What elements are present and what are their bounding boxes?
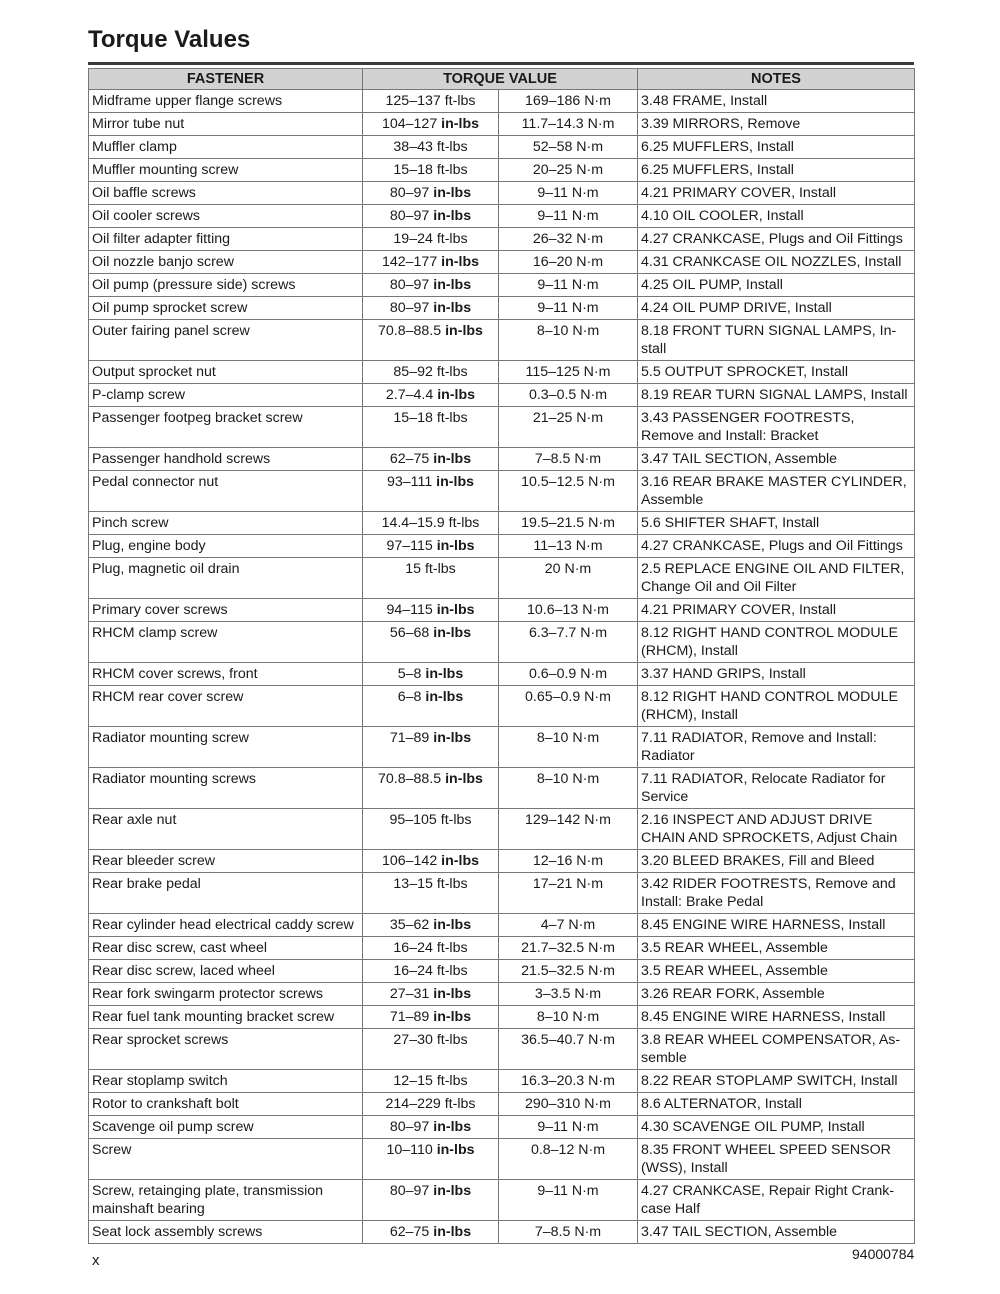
torque-metric-cell: 16–20 N·m: [499, 251, 638, 274]
table-row: [89, 228, 915, 251]
torque-imperial-cell: [363, 1029, 499, 1070]
torque-imperial-unit: in-lbs: [433, 300, 472, 316]
torque-metric-cell: 0.65–0.9 N·m: [499, 686, 638, 727]
torque-metric-cell: 19.5–21.5 N·m: [499, 512, 638, 535]
torque-imperial-value: 94–115: [386, 602, 433, 618]
torque-imperial-unit: ft-lbs: [448, 515, 480, 531]
table-row: [89, 274, 915, 297]
torque-imperial-unit: in-lbs: [436, 602, 475, 618]
torque-imperial-cell: [363, 113, 499, 136]
torque-imperial-unit: in-lbs: [433, 1224, 472, 1240]
torque-metric-cell: 3–3.5 N·m: [499, 983, 638, 1006]
fastener-cell: Rear stoplamp switch: [89, 1070, 363, 1093]
torque-imperial-value: 106–142: [381, 853, 438, 869]
fastener-cell: Plug, engine body: [89, 535, 363, 558]
torque-imperial-unit: in-lbs: [437, 387, 476, 403]
torque-metric-cell: 0.3–0.5 N·m: [499, 384, 638, 407]
table-row: [89, 535, 915, 558]
notes-cell: 3.5 REAR WHEEL, Assemble: [638, 937, 915, 960]
table-row: [89, 297, 915, 320]
torque-metric-cell: 20–25 N·m: [499, 159, 638, 182]
table-row: [89, 983, 915, 1006]
fastener-cell: Pinch screw: [89, 512, 363, 535]
torque-metric-cell: 9–11 N·m: [499, 182, 638, 205]
torque-metric-cell: 21–25 N·m: [499, 407, 638, 448]
torque-imperial-cell: [363, 535, 499, 558]
torque-imperial-unit: ft-lbs: [444, 93, 476, 109]
torque-imperial-cell: [363, 873, 499, 914]
fastener-cell: Rear sprocket screws: [89, 1029, 363, 1070]
torque-imperial-unit: in-lbs: [433, 185, 472, 201]
torque-imperial-unit: ft-lbs: [436, 1073, 468, 1089]
table-body: [89, 90, 915, 1244]
torque-imperial-cell: [363, 622, 499, 663]
torque-imperial-unit: in-lbs: [441, 116, 480, 132]
notes-cell: 4.31 CRANKCASE OIL NOZZLES, Install: [638, 251, 915, 274]
torque-imperial-cell: [363, 361, 499, 384]
title-rule: [88, 62, 914, 65]
fastener-cell: Rear disc screw, laced wheel: [89, 960, 363, 983]
torque-imperial-value: 80–97: [389, 185, 430, 201]
torque-imperial-cell: [363, 809, 499, 850]
torque-imperial-value: 16–24: [393, 963, 433, 979]
torque-imperial-value: 80–97: [389, 1119, 430, 1135]
torque-imperial-unit: ft-lbs: [436, 940, 468, 956]
fastener-cell: Screw, retainging plate, transmission mainshaft bearing: [89, 1180, 363, 1221]
torque-imperial-value: 80–97: [389, 277, 430, 293]
torque-metric-cell: 169–186 N·m: [499, 90, 638, 113]
torque-metric-cell: 10.6–13 N·m: [499, 599, 638, 622]
torque-imperial-value: 97–115: [386, 538, 433, 554]
torque-metric-cell: 11–13 N·m: [499, 535, 638, 558]
notes-cell: 4.10 OIL COOLER, Install: [638, 205, 915, 228]
table-row: [89, 599, 915, 622]
table-row: [89, 686, 915, 727]
torque-metric-cell: 7–8.5 N·m: [499, 448, 638, 471]
torque-imperial-cell: [363, 663, 499, 686]
torque-metric-cell: 12–16 N·m: [499, 850, 638, 873]
torque-metric-cell: 16.3–20.3 N·m: [499, 1070, 638, 1093]
torque-metric-cell: 21.7–32.5 N·m: [499, 937, 638, 960]
torque-imperial-cell: [363, 228, 499, 251]
torque-imperial-cell: [363, 274, 499, 297]
table-row: [89, 1139, 915, 1180]
notes-cell: 8.18 FRONT TURN SIGNAL LAMPS, In-stall: [638, 320, 915, 361]
torque-imperial-unit: in-lbs: [433, 917, 472, 933]
table-row: [89, 512, 915, 535]
torque-imperial-value: 85–92: [393, 364, 433, 380]
fastener-cell: Oil pump sprocket screw: [89, 297, 363, 320]
table-row: [89, 558, 915, 599]
fastener-cell: Passenger handhold screws: [89, 448, 363, 471]
torque-imperial-value: 80–97: [389, 1183, 430, 1199]
fastener-cell: Radiator mounting screw: [89, 727, 363, 768]
table-row: [89, 1093, 915, 1116]
notes-cell: 3.42 RIDER FOOTRESTS, Remove and Install: Brake Pedal: [638, 873, 915, 914]
torque-imperial-unit: ft-lbs: [436, 410, 468, 426]
torque-imperial-value: 62–75: [389, 1224, 430, 1240]
torque-imperial-cell: [363, 182, 499, 205]
torque-imperial-value: 15–18: [393, 410, 433, 426]
fastener-cell: Oil nozzle banjo screw: [89, 251, 363, 274]
notes-cell: 8.6 ALTERNATOR, Install: [638, 1093, 915, 1116]
notes-cell: 6.25 MUFFLERS, Install: [638, 159, 915, 182]
torque-imperial-value: 80–97: [389, 208, 430, 224]
torque-imperial-unit: ft-lbs: [440, 812, 472, 828]
fastener-cell: Pedal connector nut: [89, 471, 363, 512]
torque-metric-cell: 0.6–0.9 N·m: [499, 663, 638, 686]
torque-imperial-value: 71–89: [389, 1009, 430, 1025]
table-row: [89, 205, 915, 228]
notes-cell: 3.8 REAR WHEEL COMPENSATOR, As-semble: [638, 1029, 915, 1070]
fastener-cell: Output sprocket nut: [89, 361, 363, 384]
torque-imperial-cell: [363, 599, 499, 622]
fastener-cell: Passenger footpeg bracket screw: [89, 407, 363, 448]
notes-cell: 3.43 PASSENGER FOOTRESTS, Remove and Install: Bracket: [638, 407, 915, 448]
table-row: [89, 1221, 915, 1244]
table-row: [89, 768, 915, 809]
notes-cell: 4.21 PRIMARY COVER, Install: [638, 182, 915, 205]
notes-cell: 8.45 ENGINE WIRE HARNESS, Install: [638, 914, 915, 937]
notes-cell: 4.27 CRANKCASE, Repair Right Crank-case Half: [638, 1180, 915, 1221]
table-row: [89, 361, 915, 384]
table-row: [89, 1180, 915, 1221]
torque-imperial-unit: ft-lbs: [436, 876, 468, 892]
torque-imperial-cell: [363, 1070, 499, 1093]
torque-imperial-cell: [363, 136, 499, 159]
torque-imperial-unit: ft-lbs: [436, 364, 468, 380]
notes-cell: 3.47 TAIL SECTION, Assemble: [638, 448, 915, 471]
table-row: [89, 960, 915, 983]
notes-cell: 8.19 REAR TURN SIGNAL LAMPS, Install: [638, 384, 915, 407]
fastener-cell: Oil cooler screws: [89, 205, 363, 228]
torque-imperial-value: 125–137: [385, 93, 441, 109]
table-row: [89, 914, 915, 937]
torque-metric-cell: 9–11 N·m: [499, 1180, 638, 1221]
torque-imperial-unit: ft-lbs: [436, 963, 468, 979]
table-header-row: [89, 69, 915, 90]
torque-imperial-unit: in-lbs: [436, 474, 475, 490]
table-row: [89, 1070, 915, 1093]
fastener-cell: Rear brake pedal: [89, 873, 363, 914]
table-row: [89, 113, 915, 136]
torque-imperial-value: 15–18: [393, 162, 433, 178]
torque-metric-cell: 17–21 N·m: [499, 873, 638, 914]
torque-imperial-unit: in-lbs: [441, 254, 480, 270]
fastener-cell: Outer fairing panel screw: [89, 320, 363, 361]
torque-imperial-cell: [363, 1221, 499, 1244]
fastener-cell: Rear fork swingarm protector screws: [89, 983, 363, 1006]
torque-imperial-cell: [363, 1180, 499, 1221]
torque-imperial-unit: in-lbs: [433, 277, 472, 293]
torque-imperial-unit: ft-lbs: [436, 1032, 468, 1048]
torque-imperial-cell: [363, 407, 499, 448]
fastener-cell: Primary cover screws: [89, 599, 363, 622]
torque-imperial-value: 14.4–15.9: [381, 515, 445, 531]
header-fastener: FASTENER: [89, 69, 363, 90]
table-row: [89, 727, 915, 768]
torque-imperial-cell: [363, 512, 499, 535]
notes-cell: 8.12 RIGHT HAND CONTROL MODULE (RHCM), Install: [638, 686, 915, 727]
notes-cell: 4.30 SCAVENGE OIL PUMP, Install: [638, 1116, 915, 1139]
torque-imperial-value: 19–24: [393, 231, 433, 247]
page-number: x: [92, 1252, 100, 1269]
table-row: [89, 384, 915, 407]
torque-imperial-value: 142–177: [381, 254, 438, 270]
fastener-cell: Screw: [89, 1139, 363, 1180]
torque-imperial-cell: [363, 384, 499, 407]
table-row: [89, 622, 915, 663]
torque-imperial-cell: [363, 1139, 499, 1180]
torque-imperial-unit: in-lbs: [433, 1119, 472, 1135]
torque-imperial-unit: in-lbs: [433, 208, 472, 224]
notes-cell: 5.5 OUTPUT SPROCKET, Install: [638, 361, 915, 384]
header-torque-value: TORQUE VALUE: [363, 69, 638, 90]
table-row: [89, 182, 915, 205]
torque-metric-cell: 290–310 N·m: [499, 1093, 638, 1116]
torque-metric-cell: 8–10 N·m: [499, 727, 638, 768]
torque-imperial-cell: [363, 727, 499, 768]
fastener-cell: Plug, magnetic oil drain: [89, 558, 363, 599]
torque-imperial-value: 12–15: [393, 1073, 433, 1089]
torque-imperial-unit: in-lbs: [433, 986, 472, 1002]
notes-cell: 2.16 INSPECT AND ADJUST DRIVE CHAIN AND SPROCKETS, Adjust Chain: [638, 809, 915, 850]
torque-imperial-cell: [363, 983, 499, 1006]
notes-cell: 8.45 ENGINE WIRE HARNESS, Install: [638, 1006, 915, 1029]
table-row: [89, 251, 915, 274]
fastener-cell: P-clamp screw: [89, 384, 363, 407]
torque-imperial-cell: [363, 1006, 499, 1029]
notes-cell: 3.26 REAR FORK, Assemble: [638, 983, 915, 1006]
torque-imperial-cell: [363, 960, 499, 983]
torque-imperial-unit: in-lbs: [445, 771, 483, 787]
torque-imperial-value: 6–8: [397, 689, 422, 705]
notes-cell: 3.37 HAND GRIPS, Install: [638, 663, 915, 686]
torque-imperial-cell: [363, 937, 499, 960]
notes-cell: 7.11 RADIATOR, Relocate Radiator for Service: [638, 768, 915, 809]
table-row: [89, 448, 915, 471]
torque-metric-cell: 115–125 N·m: [499, 361, 638, 384]
table-row: [89, 136, 915, 159]
torque-metric-cell: 9–11 N·m: [499, 274, 638, 297]
notes-cell: 8.22 REAR STOPLAMP SWITCH, Install: [638, 1070, 915, 1093]
torque-imperial-value: 27–31: [389, 986, 430, 1002]
torque-metric-cell: 7–8.5 N·m: [499, 1221, 638, 1244]
fastener-cell: Midframe upper flange screws: [89, 90, 363, 113]
torque-metric-cell: 0.8–12 N·m: [499, 1139, 638, 1180]
torque-imperial-cell: [363, 448, 499, 471]
torque-metric-cell: 10.5–12.5 N·m: [499, 471, 638, 512]
torque-imperial-unit: in-lbs: [425, 689, 464, 705]
torque-imperial-value: 13–15: [393, 876, 433, 892]
torque-imperial-cell: [363, 1093, 499, 1116]
notes-cell: 8.35 FRONT WHEEL SPEED SENSOR (WSS), Install: [638, 1139, 915, 1180]
torque-imperial-value: 10–110: [386, 1142, 433, 1158]
torque-imperial-unit: in-lbs: [425, 666, 464, 682]
torque-imperial-value: 80–97: [389, 300, 430, 316]
torque-metric-cell: 129–142 N·m: [499, 809, 638, 850]
torque-imperial-value: 5–8: [397, 666, 422, 682]
table-row: [89, 320, 915, 361]
torque-imperial-unit: in-lbs: [445, 323, 483, 339]
table-row: [89, 873, 915, 914]
torque-imperial-unit: ft-lbs: [444, 1096, 476, 1112]
torque-imperial-unit: ft-lbs: [436, 162, 468, 178]
torque-imperial-cell: [363, 205, 499, 228]
fastener-cell: Oil pump (pressure side) screws: [89, 274, 363, 297]
table-row: [89, 937, 915, 960]
torque-metric-cell: 8–10 N·m: [499, 320, 638, 361]
torque-imperial-cell: [363, 90, 499, 113]
notes-cell: 4.25 OIL PUMP, Install: [638, 274, 915, 297]
notes-cell: 3.39 MIRRORS, Remove: [638, 113, 915, 136]
torque-imperial-cell: [363, 1116, 499, 1139]
notes-cell: 5.6 SHIFTER SHAFT, Install: [638, 512, 915, 535]
torque-values-table: [88, 68, 915, 1244]
fastener-cell: Mirror tube nut: [89, 113, 363, 136]
fastener-cell: Rear fuel tank mounting bracket screw: [89, 1006, 363, 1029]
notes-cell: 7.11 RADIATOR, Remove and Install: Radiator: [638, 727, 915, 768]
torque-imperial-unit: in-lbs: [436, 538, 475, 554]
fastener-cell: Rear axle nut: [89, 809, 363, 850]
torque-imperial-unit: ft-lbs: [424, 561, 456, 577]
fastener-cell: Oil filter adapter fitting: [89, 228, 363, 251]
fastener-cell: Scavenge oil pump screw: [89, 1116, 363, 1139]
notes-cell: 3.20 BLEED BRAKES, Fill and Bleed: [638, 850, 915, 873]
torque-metric-cell: 9–11 N·m: [499, 1116, 638, 1139]
torque-imperial-value: 2.7–4.4: [385, 387, 434, 403]
torque-metric-cell: 26–32 N·m: [499, 228, 638, 251]
notes-cell: 3.47 TAIL SECTION, Assemble: [638, 1221, 915, 1244]
table-row: [89, 850, 915, 873]
torque-imperial-value: 56–68: [389, 625, 430, 641]
torque-metric-cell: 11.7–14.3 N·m: [499, 113, 638, 136]
fastener-cell: RHCM cover screws, front: [89, 663, 363, 686]
torque-imperial-value: 15: [405, 561, 422, 577]
torque-imperial-cell: [363, 850, 499, 873]
torque-imperial-unit: in-lbs: [436, 1142, 475, 1158]
torque-imperial-unit: in-lbs: [433, 625, 472, 641]
torque-imperial-unit: in-lbs: [441, 853, 480, 869]
notes-cell: 3.48 FRAME, Install: [638, 90, 915, 113]
fastener-cell: Muffler clamp: [89, 136, 363, 159]
header-notes: NOTES: [638, 69, 915, 90]
notes-cell: 6.25 MUFFLERS, Install: [638, 136, 915, 159]
notes-cell: 4.21 PRIMARY COVER, Install: [638, 599, 915, 622]
table-row: [89, 1006, 915, 1029]
fastener-cell: Rear bleeder screw: [89, 850, 363, 873]
notes-cell: 4.24 OIL PUMP DRIVE, Install: [638, 297, 915, 320]
torque-imperial-value: 16–24: [393, 940, 433, 956]
notes-cell: 8.12 RIGHT HAND CONTROL MODULE (RHCM), Install: [638, 622, 915, 663]
notes-cell: 4.27 CRANKCASE, Plugs and Oil Fittings: [638, 535, 915, 558]
torque-imperial-value: 35–62: [389, 917, 430, 933]
torque-imperial-cell: [363, 914, 499, 937]
torque-imperial-value: 62–75: [389, 451, 430, 467]
torque-imperial-value: 95–105: [389, 812, 437, 828]
notes-cell: 4.27 CRANKCASE, Plugs and Oil Fittings: [638, 228, 915, 251]
torque-metric-cell: 9–11 N·m: [499, 205, 638, 228]
table-row: [89, 663, 915, 686]
torque-imperial-unit: in-lbs: [433, 1009, 472, 1025]
notes-cell: 2.5 REPLACE ENGINE OIL AND FILTER, Change Oil and Oil Filter: [638, 558, 915, 599]
table-row: [89, 1116, 915, 1139]
table-row: [89, 159, 915, 182]
table-row: [89, 809, 915, 850]
torque-metric-cell: 4–7 N·m: [499, 914, 638, 937]
fastener-cell: Rotor to crankshaft bolt: [89, 1093, 363, 1116]
torque-imperial-value: 71–89: [389, 730, 430, 746]
torque-metric-cell: 6.3–7.7 N·m: [499, 622, 638, 663]
torque-imperial-unit: ft-lbs: [436, 139, 468, 155]
torque-imperial-value: 214–229: [385, 1096, 441, 1112]
torque-imperial-value: 70.8–88.5: [378, 323, 442, 339]
torque-imperial-value: 70.8–88.5: [378, 771, 442, 787]
torque-imperial-unit: in-lbs: [433, 730, 472, 746]
notes-cell: 3.16 REAR BRAKE MASTER CYLINDER, Assemble: [638, 471, 915, 512]
torque-imperial-cell: [363, 159, 499, 182]
torque-metric-cell: 8–10 N·m: [499, 768, 638, 809]
fastener-cell: RHCM clamp screw: [89, 622, 363, 663]
fastener-cell: RHCM rear cover screw: [89, 686, 363, 727]
fastener-cell: Radiator mounting screws: [89, 768, 363, 809]
table-row: [89, 407, 915, 448]
torque-imperial-unit: in-lbs: [433, 1183, 472, 1199]
fastener-cell: Rear cylinder head electrical caddy screw: [89, 914, 363, 937]
fastener-cell: Seat lock assembly screws: [89, 1221, 363, 1244]
torque-metric-cell: 8–10 N·m: [499, 1006, 638, 1029]
torque-metric-cell: 52–58 N·m: [499, 136, 638, 159]
torque-metric-cell: 20 N·m: [499, 558, 638, 599]
torque-imperial-cell: [363, 320, 499, 361]
fastener-cell: Rear disc screw, cast wheel: [89, 937, 363, 960]
torque-imperial-value: 104–127: [381, 116, 438, 132]
torque-metric-cell: 36.5–40.7 N·m: [499, 1029, 638, 1070]
fastener-cell: Muffler mounting screw: [89, 159, 363, 182]
torque-imperial-value: 93–111: [386, 474, 433, 490]
table-row: [89, 471, 915, 512]
torque-imperial-cell: [363, 251, 499, 274]
torque-imperial-value: 38–43: [393, 139, 433, 155]
torque-metric-cell: 9–11 N·m: [499, 297, 638, 320]
torque-imperial-cell: [363, 297, 499, 320]
torque-imperial-cell: [363, 558, 499, 599]
torque-imperial-unit: ft-lbs: [436, 231, 468, 247]
notes-cell: 3.5 REAR WHEEL, Assemble: [638, 960, 915, 983]
fastener-cell: Oil baffle screws: [89, 182, 363, 205]
document-number: 94000784: [852, 1246, 915, 1262]
torque-imperial-cell: [363, 686, 499, 727]
torque-imperial-cell: [363, 768, 499, 809]
torque-metric-cell: 21.5–32.5 N·m: [499, 960, 638, 983]
table-row: [89, 90, 915, 113]
torque-imperial-cell: [363, 471, 499, 512]
torque-imperial-value: 27–30: [393, 1032, 433, 1048]
torque-imperial-unit: in-lbs: [433, 451, 472, 467]
table-row: [89, 1029, 915, 1070]
page-title: Torque Values: [88, 26, 251, 53]
